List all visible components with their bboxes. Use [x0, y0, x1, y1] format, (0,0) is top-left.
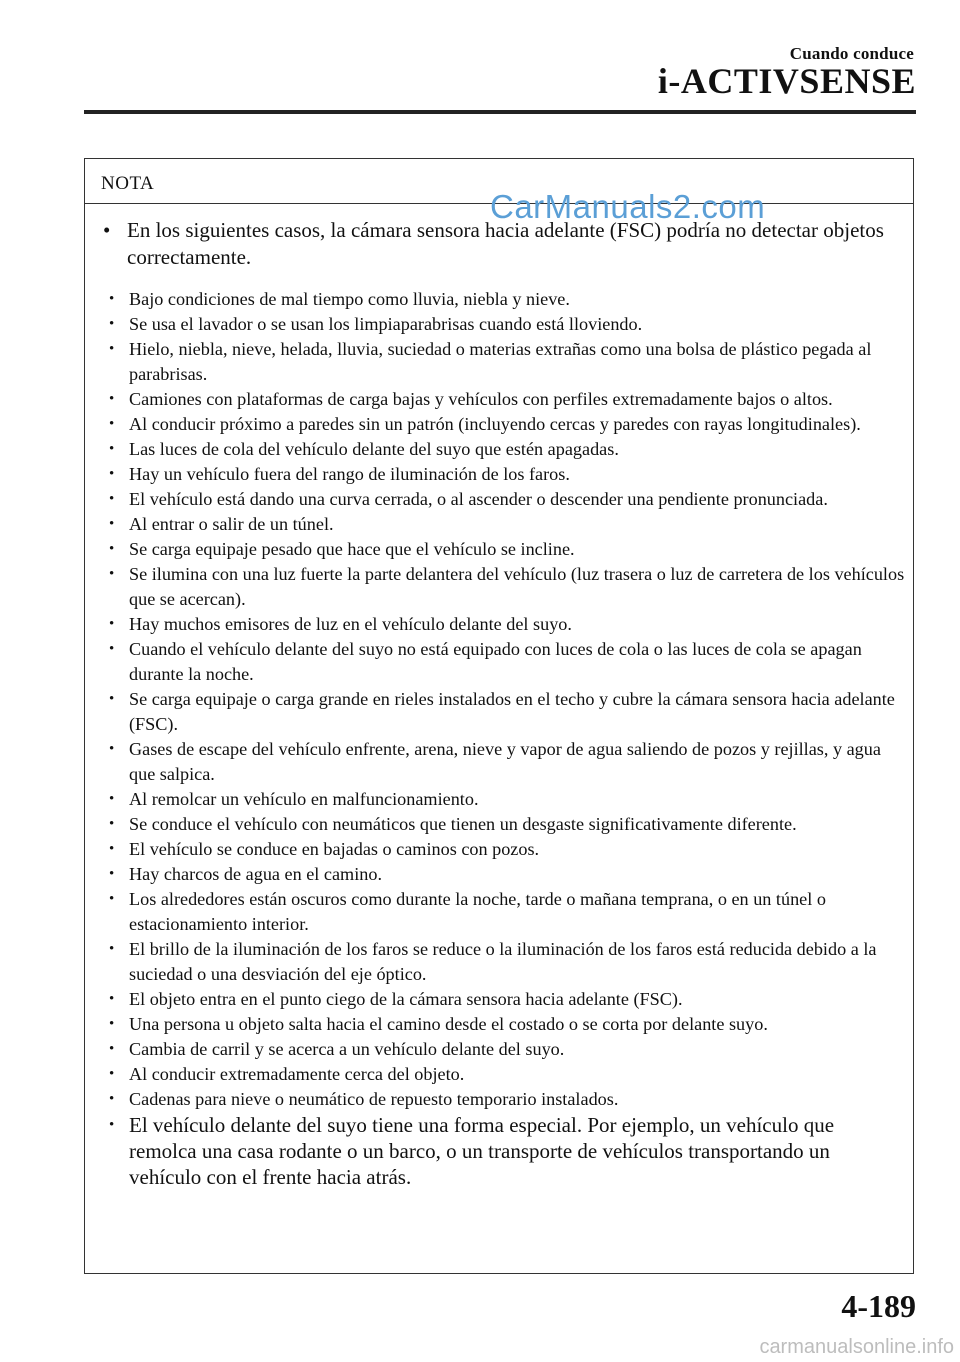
note-item-text: El brillo de la iluminación de los faros se reduce o la iluminación de los faros está reducida debido a la suciedad o una desviación del eje óptico.: [129, 939, 877, 984]
note-item: [107, 1062, 905, 1087]
note-item: [107, 337, 905, 387]
note-item: [107, 812, 905, 837]
note-item-text: Cuando el vehículo delante del suyo no está equipado con luces de cola o las luces de cola se apagan durante la noche.: [129, 639, 862, 684]
bullet-icon: •: [109, 791, 115, 807]
note-item: [107, 787, 905, 812]
note-item-text: Cambia de carril y se acerca a un vehículo delante del suyo.: [129, 1039, 565, 1059]
bullet-icon: •: [109, 316, 115, 332]
bullet-icon: •: [109, 866, 115, 882]
bullet-icon: •: [109, 391, 115, 407]
note-item: [107, 412, 905, 437]
note-item: [107, 512, 905, 537]
bullet-icon: •: [109, 1041, 115, 1057]
note-item-text: Al remolcar un vehículo en malfuncionamiento.: [129, 789, 479, 809]
bullet-icon: •: [109, 1091, 115, 1107]
note-item: [107, 387, 905, 412]
note-item: [107, 887, 905, 937]
note-item-text: Hay charcos de agua en el camino.: [129, 864, 382, 884]
bullet-icon: •: [109, 441, 115, 457]
note-item: [107, 1037, 905, 1062]
note-item-text: Los alrededores están oscuros como durante la noche, tarde o mañana temprana, o en un túnel o estacionamiento interior.: [129, 889, 826, 934]
note-item: [107, 862, 905, 887]
note-item-text: Se carga equipaje pesado que hace que el vehículo se incline.: [129, 539, 575, 559]
note-item-text: Cadenas para nieve o neumático de repuesto temporario instalados.: [129, 1089, 619, 1109]
note-item-text: Camiones con plataformas de carga bajas y vehículos con perfiles extremadamente bajos o altos.: [129, 389, 833, 409]
page-number: 4-189: [841, 1288, 916, 1324]
bullet-icon: •: [109, 466, 115, 482]
bullet-icon: •: [109, 941, 115, 957]
note-item-text: Se ilumina con una luz fuerte la parte delantera del vehículo (luz trasera o luz de carretera de los vehículos que se acercan).: [129, 564, 905, 609]
note-item: [107, 437, 905, 462]
note-item-text: Bajo condiciones de mal tiempo como lluvia, niebla y nieve.: [129, 289, 570, 309]
note-item-text: El vehículo delante del suyo tiene una forma especial. Por ejemplo, un vehículo que remolca una casa rodante o un barco, o un transporte de vehículos transportando un vehículo con el frente hacia atrás.: [129, 1113, 835, 1189]
bullet-icon: •: [103, 218, 111, 242]
note-item: [107, 1087, 905, 1112]
note-item: [107, 937, 905, 987]
note-item-list: [107, 287, 905, 1190]
note-item: [107, 537, 905, 562]
note-item: [107, 312, 905, 337]
note-item: [107, 737, 905, 787]
bullet-icon: •: [109, 741, 115, 757]
note-item-text: Se conduce el vehículo con neumáticos que tienen un desgaste significativamente diferente.: [129, 814, 797, 834]
note-item: [107, 562, 905, 612]
bullet-icon: •: [109, 491, 115, 507]
bullet-icon: •: [109, 816, 115, 832]
section-label: Cuando conduce: [789, 44, 914, 63]
note-title: NOTA: [101, 173, 155, 194]
bullet-icon: •: [109, 616, 115, 632]
note-item: [107, 1012, 905, 1037]
note-item-text: Se carga equipaje o carga grande en rieles instalados en el techo y cubre la cámara sensora hacia adelante (FSC).: [129, 689, 895, 734]
bullet-icon: •: [109, 891, 115, 907]
bullet-icon: •: [109, 641, 115, 657]
bullet-icon: •: [109, 291, 115, 307]
note-item: [107, 637, 905, 687]
bullet-icon: •: [109, 516, 115, 532]
note-item-text: El objeto entra en el punto ciego de la cámara sensora hacia adelante (FSC).: [129, 989, 683, 1009]
note-item-text: Al conducir extremadamente cerca del objeto.: [129, 1064, 465, 1084]
note-item: [107, 487, 905, 512]
note-item-text: Hay muchos emisores de luz en el vehículo delante del suyo.: [129, 614, 572, 634]
bullet-icon: •: [109, 416, 115, 432]
bullet-icon: •: [109, 1117, 115, 1133]
note-item: [107, 987, 905, 1012]
note-item-text: Al entrar o salir de un túnel.: [129, 514, 334, 534]
note-item-text: El vehículo se conduce en bajadas o caminos con pozos.: [129, 839, 540, 859]
bullet-icon: •: [109, 691, 115, 707]
note-box: [84, 158, 914, 1274]
note-item-text: Las luces de cola del vehículo delante del suyo que estén apagadas.: [129, 439, 619, 459]
note-item-text: Al conducir próximo a paredes sin un patrón (incluyendo cercas y paredes con rayas longitudinales).: [129, 414, 861, 434]
note-item-text: Hielo, niebla, nieve, helada, lluvia, suciedad o materias extrañas como una bolsa de plástico pegada al parabrisas.: [129, 339, 872, 384]
note-item-text: Gases de escape del vehículo enfrente, arena, nieve y vapor de agua saliendo de pozos y rejillas, y agua que salpica.: [129, 739, 881, 784]
bullet-icon: •: [109, 1066, 115, 1082]
bullet-icon: •: [109, 1016, 115, 1032]
footer-watermark: carmanualsonline.info: [759, 1336, 954, 1358]
note-intro-text: En los siguientes casos, la cámara sensora hacia adelante (FSC) podría no detectar objetos correctamente.: [127, 218, 884, 269]
bullet-icon: •: [109, 566, 115, 582]
note-item-text: Se usa el lavador o se usan los limpiaparabrisas cuando está lloviendo.: [129, 314, 643, 334]
watermark: CarManuals2.com: [490, 188, 766, 225]
note-item: [107, 837, 905, 862]
note-item-text: Hay un vehículo fuera del rango de iluminación de los faros.: [129, 464, 570, 484]
note-item: [107, 612, 905, 637]
note-item: [107, 1112, 905, 1190]
header-rule: [84, 110, 916, 114]
note-item: [107, 462, 905, 487]
note-item: [107, 287, 905, 312]
bullet-icon: •: [109, 341, 115, 357]
bullet-icon: •: [109, 541, 115, 557]
note-item: [107, 687, 905, 737]
note-item-text: El vehículo está dando una curva cerrada, o al ascender o descender una pendiente pronunciada.: [129, 489, 828, 509]
chapter-title: i-ACTIVSENSE: [657, 61, 916, 101]
bullet-icon: •: [109, 991, 115, 1007]
note-item-text: Una persona u objeto salta hacia el camino desde el costado o se corta por delante suyo.: [129, 1014, 768, 1034]
bullet-icon: •: [109, 841, 115, 857]
